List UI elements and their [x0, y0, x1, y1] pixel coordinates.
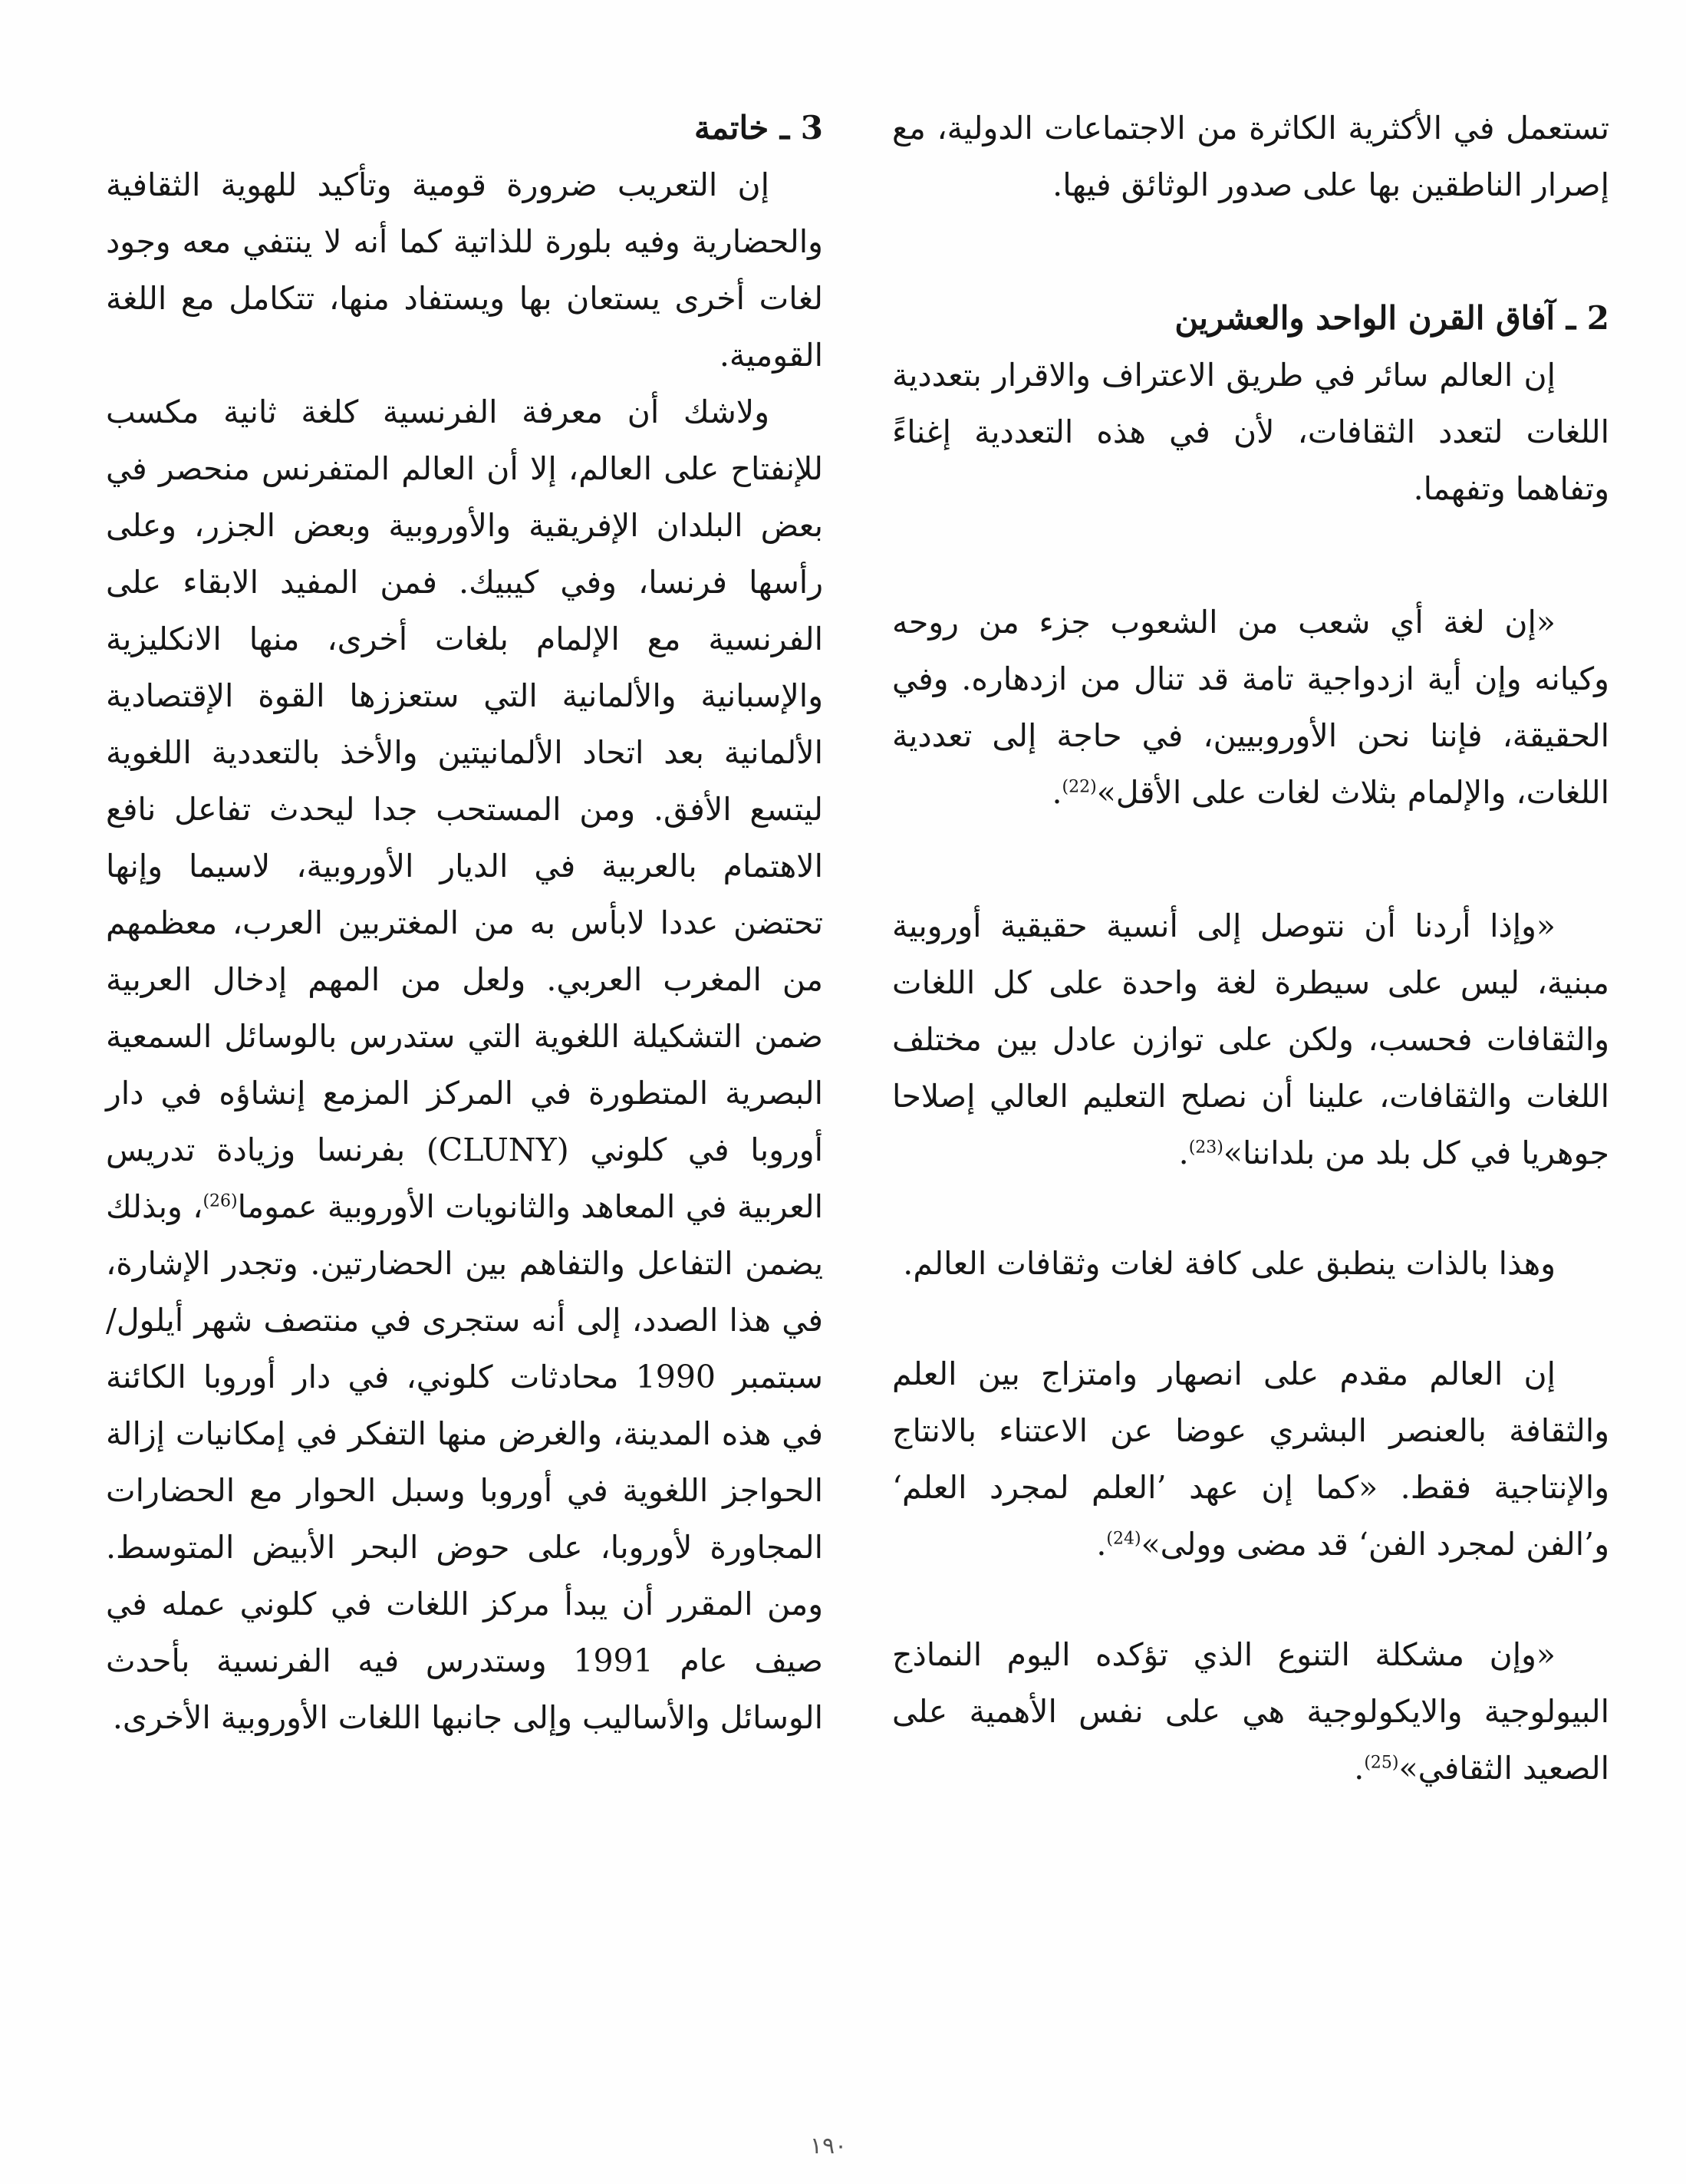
paragraph-4-text: «وإن مشكلة التنوع الذي تؤكده اليوم النماذج البيولوجية والايكولوجية هي على نفس الأهمية على الصعيد الثقافي»	[892, 1636, 1609, 1787]
quote-paragraph-1: «إن لغة أي شعب من الشعوب جزء من روحه وكيانه وإن أية ازدواجية تامة قد تنال من ازدهاره. وفي الحقيقة، فإننا نحن الأوروبيين، في حاجة إلى تعددية اللغات، والإلمام بثلاث لغات على الأقل»$^{(22)}$.	[892, 604, 1609, 811]
page-number: ١٩٠	[809, 2133, 848, 2159]
paragraph-3-text: إن العالم مقدم على انصهار وامتزاج بين العلم والثقافة بالعنصر البشري عوضا عن الاعتناء بالانتاج والإنتاجية فقط. «كما إن عهد ’العلم لمجرد العلم‘ و’الفن لمجرد الفن‘ قد مضى وولى»	[892, 1356, 1609, 1563]
section-2-paragraph-2: وهذا بالذات ينطبق على كافة لغات وثقافات العالم.	[903, 1245, 1556, 1282]
right-column	[892, 100, 1609, 1797]
spacer	[892, 1292, 1609, 1346]
conclusion-paragraph-2-part-2: ، وبذلك يضمن التفاعل والتفاهم بين الحضارتين. وتجدر الإشارة، في هذا الصدد، إلى أنه ستجرى في منتصف شهر أيلول/سبتمبر 1990 محادثات كلوني، في دار أوروبا الكائنة في هذه المدينة، والغرض منها التفكر في إمكانيات إزالة الحواجز اللغوية في أوروبا وسبل الحوار مع الحضارات المجاورة لأوروبا، على حوض البحر الأبيض المتوسط. ومن المقرر أن يبدأ مركز اللغات في كلوني عمله في صيف عام 1991 وستدرس فيه الفرنسية بأحدث الوسائل والأساليب وإلى جانبها اللغات الأوروبية الأخرى.	[106, 1188, 823, 1736]
section-2-paragraph-1: إن العالم سائر في طريق الاعتراف والاقرار بتعددية اللغات لتعدد الثقافات، لأن في هذه التعددية إغناءً وتفاهما وتفهما.	[892, 357, 1609, 507]
quote-1-text: «إن لغة أي شعب من الشعوب جزء من روحه وكيانه وإن أية ازدواجية تامة قد تنال من ازدهاره. وفي الحقيقة، فإننا نحن الأوروبيين، في حاجة إلى تعددية اللغات، والإلمام بثلاث لغات على الأقل»	[892, 604, 1609, 811]
footnote-ref-23: (23)	[1188, 1138, 1223, 1158]
quote-2-text: «وإذا أردنا أن نتوصل إلى أنسية حقيقية أوروبية مبنية، ليس على سيطرة لغة واحدة على كل اللغات والثقافات فحسب، ولكن على توازن عادل بين مختلف اللغات والثقافات، علينا أن نصلح التعليم العالي إصلاحا جوهريا في كل بلد من بلداننا»	[892, 908, 1609, 1171]
footnote-ref-22: (22)	[1062, 777, 1097, 797]
footnote-ref-24: (24)	[1106, 1529, 1141, 1549]
spacer	[892, 1181, 1609, 1235]
conclusion-paragraph-2	[106, 384, 823, 1746]
section-2-paragraph-3: إن العالم مقدم على انصهار وامتزاج بين العلم والثقافة بالعنصر البشري عوضا عن الاعتناء بالانتاج والإنتاجية فقط. «كما إن عهد ’العلم لمجرد العلم‘ و’الفن لمجرد الفن‘ قد مضى وولى»$^{(24)}$.	[892, 1356, 1609, 1563]
section-3-heading: 3 ـ خاتمة	[693, 109, 823, 147]
spacer	[892, 1573, 1609, 1626]
section-2-heading: 2 ـ آفاق القرن الواحد والعشرين	[1174, 299, 1609, 337]
spacer	[892, 213, 1609, 290]
footnote-ref-26: (26)	[203, 1191, 238, 1211]
section-2-paragraph-4: «وإن مشكلة التنوع الذي تؤكده اليوم النماذج البيولوجية والايكولوجية هي على نفس الأهمية على الصعيد الثقافي»$^{(25)}$.	[892, 1636, 1609, 1787]
intro-paragraph: تستعمل في الأكثرية الكاثرة من الاجتماعات الدولية، مع إصرار الناطقين بها على صدور الوثائق فيها.	[892, 110, 1609, 203]
spacer	[892, 517, 1609, 594]
left-column	[106, 100, 823, 1746]
footnote-ref-25: (25)	[1364, 1753, 1399, 1773]
quote-paragraph-2: «وإذا أردنا أن نتوصل إلى أنسية حقيقية أوروبية مبنية، ليس على سيطرة لغة واحدة على كل اللغات والثقافات فحسب، ولكن على توازن عادل بين مختلف اللغات والثقافات، علينا أن نصلح التعليم العالي إصلاحا جوهريا في كل بلد من بلداننا»$^{(23)}$.	[892, 908, 1609, 1171]
conclusion-paragraph-2-part-1: ولاشك أن معرفة الفرنسية كلغة ثانية مكسب للإنفتاح على العالم، إلا أن العالم المتفرنس منحصر في بعض البلدان الإفريقية والأوروبية وبعض الجزر، وعلى رأسها فرنسا، وفي كيبيك. فمن المفيد الابقاء على الفرنسية مع الإلمام بلغات أخرى، منها الانكليزية والإسبانية والألمانية التي ستعززها القوة الإقتصادية الألمانية بعد اتحاد الألمانيتين والأخذ بالتعددية اللغوية ليتسع الأفق. ومن المستحب جدا ليحدث تفاعل نافع الاهتمام بالعربية في الديار الأوروبية، لاسيما وإنها تحتضن عددا لابأس به من المغتربين العرب، معظمهم من المغرب العربي. ولعل من المهم إدخال العربية ضمن التشكيلة اللغوية التي ستدرس بالوسائل السمعية البصرية المتطورة في المركز المزمع إنشاؤه في دار أوروبا في كلوني (CLUNY) بفرنسا وزيادة تدريس العربية في المعاهد والثانويات الأوروبية عموما	[106, 394, 823, 1225]
spacer	[892, 821, 1609, 898]
conclusion-paragraph-1: إن التعريب ضرورة قومية وتأكيد للهوية الثقافية والحضارية وفيه بلورة للذاتية كما أنه لا ينتفي معه وجود لغات أخرى يستعان بها ويستفاد منها، تتكامل مع اللغة القومية.	[106, 166, 823, 374]
